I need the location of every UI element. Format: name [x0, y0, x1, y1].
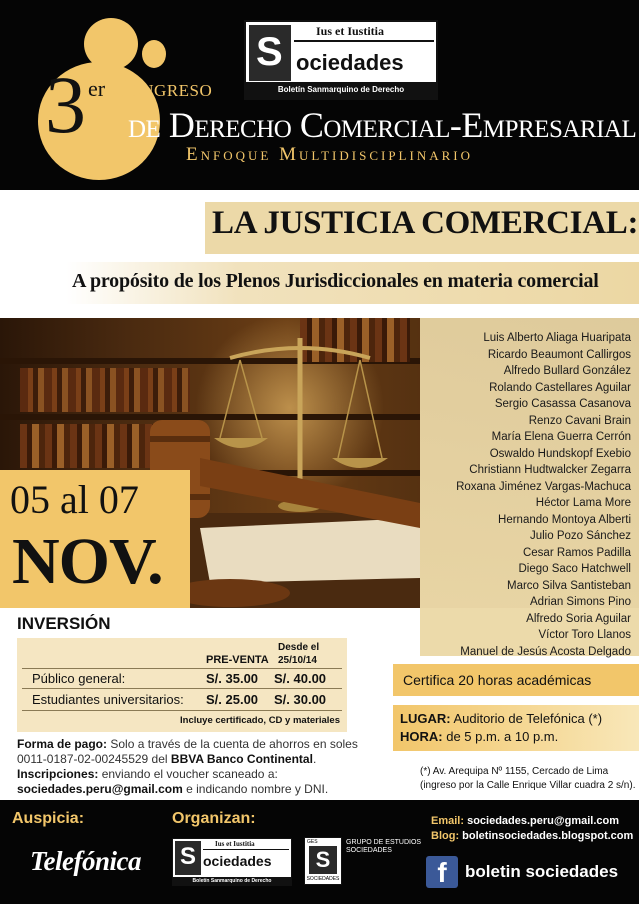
email-label: Email:	[431, 815, 465, 827]
logo-name: ociedades	[296, 50, 404, 75]
speaker-name: Rolando Castellares Aguilar	[489, 381, 631, 394]
inscription-text: enviando el voucher scaneado a:	[98, 767, 278, 781]
sociedades-logo-footer	[172, 838, 292, 886]
table-divider	[22, 710, 342, 711]
speaker-name: Christiann Hudtwalcker Zegarra	[469, 464, 631, 476]
investment-note: Incluye certificado, CD y materiales	[180, 715, 340, 726]
logo-name: ociedades	[203, 853, 272, 869]
venue-line	[400, 711, 602, 726]
ges-caption-line: GRUPO DE ESTUDIOS	[346, 839, 422, 846]
speaker-name: Alfredo Bullard González	[503, 365, 631, 377]
address-line-2: (ingreso por la Calle Enrique Villar cuadra 2 s/n).	[420, 780, 636, 791]
inscription-label: Inscripciones:	[17, 767, 99, 781]
date-range: 05 al 07	[10, 477, 139, 522]
edition-number: 3	[45, 59, 86, 150]
congreso-label: Congreso	[112, 76, 213, 102]
speaker-name: Renzo Cavani Brain	[528, 414, 631, 427]
table-divider	[22, 688, 342, 689]
row-after-general: S/. 40.00	[274, 671, 327, 686]
address-line-1: (*) Av. Arequipa Nº 1155, Cercado de Lima	[420, 766, 609, 777]
ges-s-letter: S	[309, 846, 337, 874]
row-pre-students: S/. 25.00	[206, 692, 259, 707]
speaker-name: Sergio Casassa Casanova	[494, 398, 631, 410]
speaker-name: Alfredo Soria Aguilar	[526, 612, 631, 625]
speaker-name: Héctor Lama More	[535, 497, 631, 509]
event-title: de Derecho Comercial-Empresarial	[128, 105, 637, 145]
bank-name: BBVA Banco Continental	[170, 752, 313, 766]
logo-caption: Boletín Sanmarquino de Derecho	[173, 877, 291, 885]
col-header-after-1: Desde el	[278, 642, 320, 653]
contact-blog[interactable]	[431, 830, 633, 842]
certificate-text: Certifica 20 horas académicas	[403, 672, 592, 688]
ges-caption-line: SOCIEDADES	[346, 847, 392, 854]
ges-caption	[346, 839, 421, 855]
row-label-students: Estudiantes universitarios:	[32, 692, 184, 707]
logo-divider	[294, 40, 434, 42]
facebook-icon[interactable]: f	[426, 856, 458, 888]
venue-name: Auditorio de Telefónica (*)	[450, 711, 603, 726]
logo-s-letter: S	[180, 843, 197, 870]
decorative-circle-small	[142, 40, 166, 68]
speaker-name: Oswaldo Hundskopf Exebio	[489, 447, 631, 460]
speaker-name: Luis Alberto Aliaga Huaripata	[483, 332, 631, 344]
ges-logo	[304, 837, 342, 885]
ges-letters: GES	[307, 839, 318, 845]
blog-value[interactable]: boletinsociedades.blogspot.com	[459, 830, 634, 842]
contact-email[interactable]	[431, 815, 619, 827]
decorative-circle-medium	[84, 18, 138, 70]
row-after-students: S/. 30.00	[274, 692, 327, 707]
payment-line-1	[17, 737, 358, 751]
event-tagline: Enfoque Multidisciplinario	[186, 144, 473, 165]
logo-s-letter: S	[256, 30, 283, 74]
inscription-line	[17, 767, 278, 781]
col-header-after-2: 25/10/14	[278, 655, 317, 666]
speaker-name: Ricardo Beaumont Callirgos	[487, 348, 631, 361]
sponsor-label: Auspicia:	[12, 810, 85, 827]
inscription-email[interactable]: sociedades.peru@gmail.com	[17, 782, 183, 796]
speaker-name: Cesar Ramos Padilla	[522, 546, 631, 559]
venue-label: LUGAR:	[400, 711, 451, 726]
speaker-name: Adrian Simons Pino	[530, 596, 631, 608]
date-month: NOV.	[12, 525, 163, 598]
speaker-name: Julio Pozo Sánchez	[529, 530, 631, 542]
ges-bottom-text: SOCIEDADES	[306, 876, 340, 882]
edition-superscript: er	[88, 76, 106, 101]
time-line	[400, 729, 558, 744]
payment-text: Solo a través de la cuenta de ahorros en soles	[107, 737, 358, 751]
table-divider	[22, 668, 342, 669]
inscription-email-rest: e indicando nombre y DNI.	[182, 782, 329, 796]
speaker-name: Manuel de Jesús Acosta Delgado	[460, 645, 631, 658]
row-pre-general: S/. 35.00	[206, 671, 259, 686]
time-value: de 5 p.m. a 10 p.m.	[442, 729, 559, 744]
facebook-page-name[interactable]: boletin sociedades	[465, 862, 619, 881]
logo-divider	[203, 849, 289, 850]
speaker-name: Marco Silva Santisteban	[506, 579, 631, 592]
account-number: 0011-0187-02-00245529 del	[17, 752, 171, 766]
payment-label: Forma de pago:	[17, 737, 108, 751]
payment-line-2	[17, 752, 316, 766]
investment-title: INVERSIÓN	[17, 614, 111, 633]
inscription-email-line	[17, 782, 328, 796]
time-label: HORA:	[400, 729, 443, 744]
speaker-name: Roxana Jiménez Vargas-Machuca	[456, 480, 631, 493]
row-label-general: Público general:	[32, 671, 126, 686]
sociedades-logo	[244, 20, 438, 100]
speaker-name: Diego Saco Hatchwell	[518, 563, 631, 575]
organizers-label: Organizan:	[172, 810, 256, 827]
speaker-name: Víctor Toro Llanos	[538, 629, 631, 641]
logo-ius-text: Ius et Iustitia	[215, 840, 255, 848]
speakers-list	[456, 330, 631, 660]
bank-end: .	[312, 752, 317, 766]
main-title: LA JUSTICIA COMERCIAL:	[212, 205, 639, 241]
subtitle: A propósito de los Plenos Jurisdiccionales en materia comercial	[72, 270, 599, 292]
logo-ius-text: Ius et Iustitia	[316, 24, 385, 38]
speaker-name: María Elena Guerra Cerrón	[491, 431, 631, 443]
col-header-preventa: PRE-VENTA	[206, 654, 269, 666]
blog-label: Blog:	[431, 830, 460, 842]
logo-caption: Boletín Sanmarquino de Derecho	[246, 82, 436, 98]
telefonica-logo: Telefónica	[30, 846, 141, 876]
email-value[interactable]: sociedades.peru@gmail.com	[464, 815, 620, 827]
speaker-name: Hernando Montoya Alberti	[498, 513, 631, 526]
